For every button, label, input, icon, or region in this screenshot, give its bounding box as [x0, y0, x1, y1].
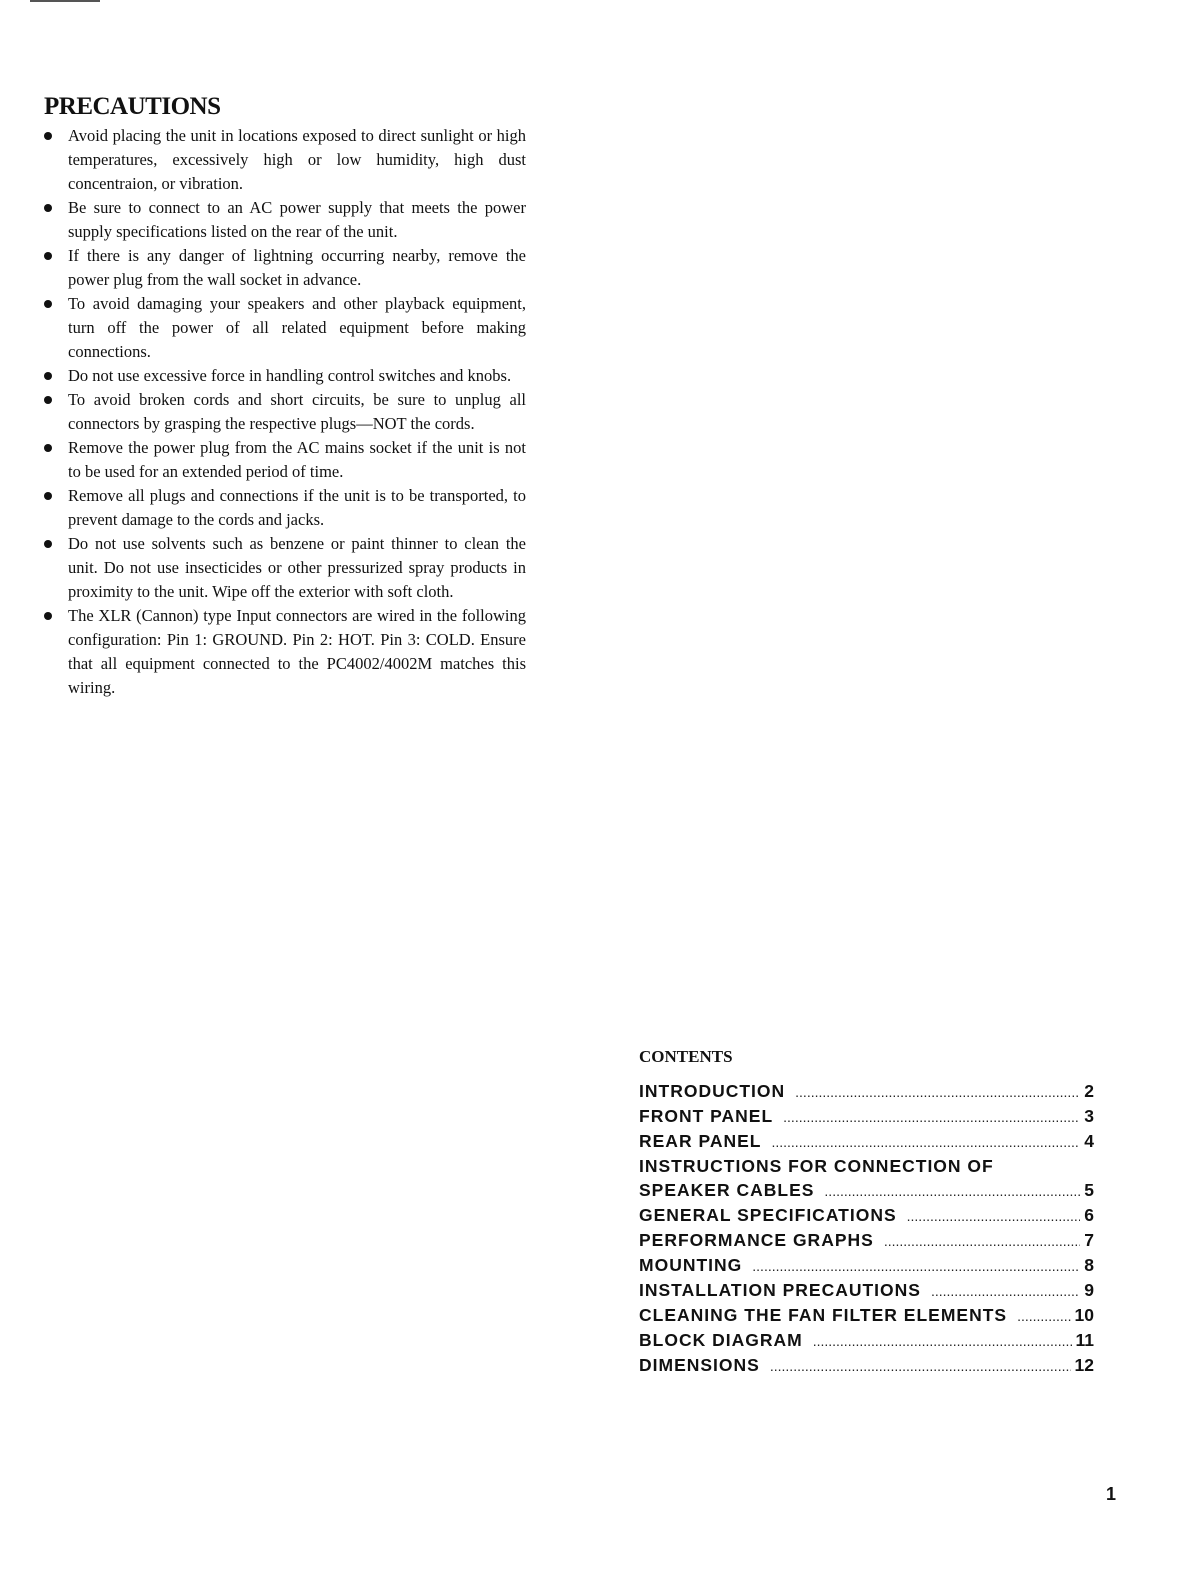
toc-page: 12 — [1074, 1355, 1094, 1375]
precaution-text: The XLR (Cannon) type Input connectors are wired in the following configuration: Pin 1: GROUND. Pin 2: HOT. Pin 3: COLD. Ensure that all equipment connected to the PC4002/4002M matches this wiring. — [68, 606, 526, 697]
toc-entry-general-specifications — [639, 1203, 1094, 1228]
precaution-text: Remove all plugs and connections if the unit is to be transported, to prevent damage to the cords and jacks. — [68, 486, 526, 529]
toc-heading-label: INSTRUCTIONS FOR CONNECTION OF — [639, 1156, 994, 1176]
toc-entry-performance-graphs — [639, 1228, 1094, 1253]
toc-leader — [931, 1279, 1080, 1303]
precaution-text: To avoid broken cords and short circuits, be sure to unplug all connectors by grasping the respective plugs—NOT the cords. — [68, 390, 526, 433]
toc-entry-block-diagram — [639, 1328, 1094, 1353]
precaution-item — [44, 196, 526, 244]
toc-page: 3 — [1084, 1106, 1094, 1126]
precaution-list — [44, 124, 526, 700]
toc-label: FRONT PANEL — [639, 1106, 774, 1126]
contents-title: CONTENTS — [639, 1047, 733, 1066]
precautions-section — [44, 92, 526, 700]
toc-leader — [813, 1329, 1072, 1353]
precaution-text: Avoid placing the unit in locations exposed to direct sunlight or high temperatures, excessively high or low humidity, high dust concentraion, or vibration. — [68, 126, 526, 193]
toc-leader — [783, 1105, 1080, 1129]
toc-label: SPEAKER CABLES — [639, 1180, 815, 1200]
bullet-icon — [44, 396, 52, 404]
toc-entry-mounting — [639, 1253, 1094, 1278]
toc-heading-connection — [639, 1154, 1094, 1178]
toc-page: 7 — [1084, 1230, 1094, 1250]
toc-entry-introduction — [639, 1079, 1094, 1104]
precaution-item — [44, 532, 526, 604]
bullet-icon — [44, 204, 52, 212]
toc-page: 2 — [1084, 1081, 1094, 1101]
toc-label: GENERAL SPECIFICATIONS — [639, 1205, 897, 1225]
bullet-icon — [44, 492, 52, 500]
toc-leader — [770, 1354, 1071, 1378]
toc-leader — [907, 1204, 1081, 1228]
toc-leader — [752, 1254, 1080, 1278]
precaution-item — [44, 604, 526, 700]
toc-entry-rear-panel — [639, 1129, 1094, 1154]
bullet-icon — [44, 300, 52, 308]
toc-entry-front-panel — [639, 1104, 1094, 1129]
precaution-item — [44, 124, 526, 196]
toc-label: PERFORMANCE GRAPHS — [639, 1230, 874, 1250]
bullet-icon — [44, 612, 52, 620]
toc-label: INTRODUCTION — [639, 1081, 786, 1101]
precaution-item — [44, 436, 526, 484]
contents-section — [639, 1045, 1094, 1378]
bullet-icon — [44, 540, 52, 548]
precaution-text: Do not use solvents such as benzene or paint thinner to clean the unit. Do not use insecticides or other pressurized spray products in proximity to the unit. Wipe off the exterior with soft cloth. — [68, 534, 526, 601]
precaution-text: Do not use excessive force in handling control switches and knobs. — [68, 366, 512, 385]
precaution-item — [44, 244, 526, 292]
toc-label: INSTALLATION PRECAUTIONS — [639, 1280, 921, 1300]
toc-page: 5 — [1084, 1180, 1094, 1200]
precaution-item — [44, 484, 526, 532]
toc-page: 6 — [1084, 1205, 1094, 1225]
precaution-text: Remove the power plug from the AC mains socket if the unit is not to be used for an extended period of time. — [68, 438, 526, 481]
toc-page: 9 — [1084, 1280, 1094, 1300]
toc-entry-cleaning-fan-filter — [639, 1303, 1094, 1328]
toc-label: BLOCK DIAGRAM — [639, 1330, 803, 1350]
toc-leader — [795, 1080, 1080, 1104]
toc-leader — [771, 1130, 1080, 1154]
precaution-text: Be sure to connect to an AC power supply that meets the power supply specifications listed on the rear of the unit. — [68, 198, 526, 241]
bullet-icon — [44, 444, 52, 452]
precautions-title: PRECAUTIONS — [44, 93, 221, 120]
toc-leader — [1017, 1304, 1070, 1328]
toc-entry-speaker-cables — [639, 1178, 1094, 1203]
toc-page: 4 — [1084, 1131, 1094, 1151]
precaution-text: To avoid damaging your speakers and other playback equipment, turn off the power of all related equipment before making connections. — [68, 294, 526, 361]
toc-page: 10 — [1074, 1305, 1094, 1325]
precaution-item — [44, 388, 526, 436]
bullet-icon — [44, 132, 52, 140]
bullet-icon — [44, 252, 52, 260]
toc-label: MOUNTING — [639, 1255, 743, 1275]
toc-entry-dimensions — [639, 1353, 1094, 1378]
precaution-item — [44, 364, 526, 388]
toc-entry-installation-precautions — [639, 1278, 1094, 1303]
toc-label: CLEANING THE FAN FILTER ELEMENTS — [639, 1305, 1008, 1325]
toc-leader — [884, 1229, 1080, 1253]
precaution-text: If there is any danger of lightning occurring nearby, remove the power plug from the wall socket in advance. — [68, 246, 526, 289]
toc-page: 8 — [1084, 1255, 1094, 1275]
page-number: 1 — [1106, 1484, 1117, 1504]
toc-label: DIMENSIONS — [639, 1355, 760, 1375]
toc-leader — [824, 1179, 1080, 1203]
bullet-icon — [44, 372, 52, 380]
toc-page: 11 — [1075, 1330, 1094, 1350]
precaution-item — [44, 292, 526, 364]
top-rule — [30, 0, 100, 2]
toc-label: REAR PANEL — [639, 1131, 762, 1151]
